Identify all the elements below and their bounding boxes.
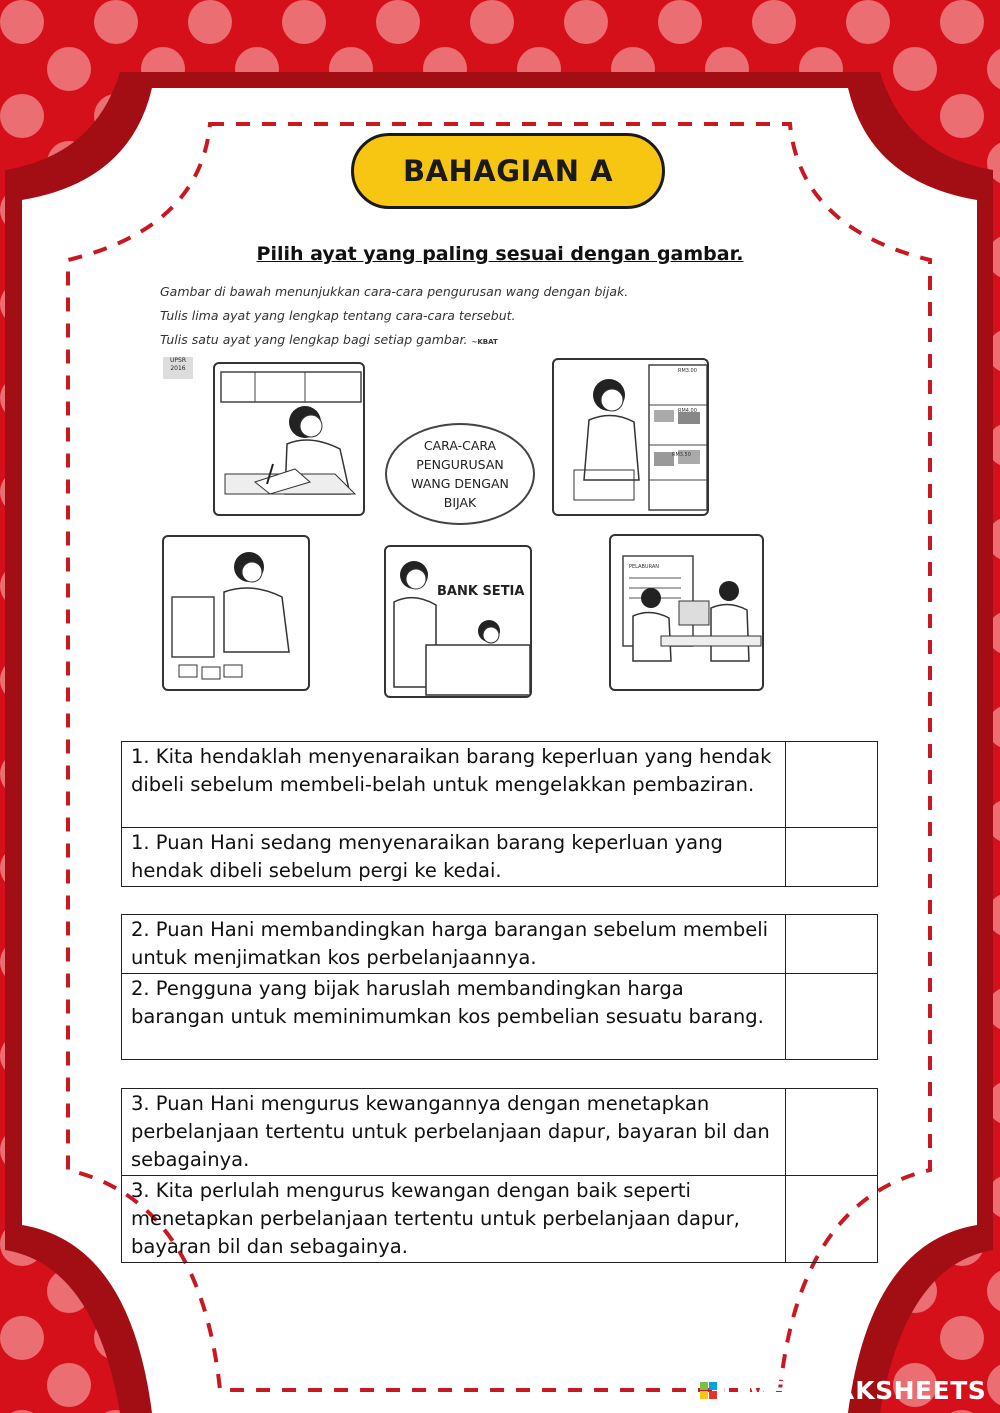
scan-line-2: Tulis lima ayat yang lengkap tentang cara-cara tersebut. — [160, 308, 516, 323]
answer-box[interactable] — [786, 828, 878, 887]
bank-name: BANK SETIA — [437, 584, 525, 599]
option-text: 3. Puan Hani mengurus kewangannya dengan menetapkan perbelanjaan tertentu untuk perbelanjaan dapur, bayaran bil dan sebagainya. — [122, 1089, 786, 1176]
scan-line-3: Tulis satu ayat yang lengkap bagi setiap gambar. ~KBAT — [160, 332, 498, 347]
question-2-option-a[interactable] — [122, 915, 878, 974]
question-3-option-b[interactable] — [122, 1176, 878, 1263]
picture-investment — [609, 534, 764, 691]
question-1-table — [121, 741, 878, 887]
answer-box[interactable] — [786, 915, 878, 974]
question-2-table — [121, 914, 878, 1060]
center-line-4: BIJAK — [443, 495, 477, 510]
section-title: BAHAGIAN A — [351, 133, 665, 209]
woman-money-illustration — [164, 537, 310, 691]
option-text: 3. Kita perlulah mengurus kewangan dengan baik seperti menetapkan perbelanjaan tertentu untuk perbelanjaan dapur, bayaran bil dan sebagainya. — [122, 1176, 786, 1263]
center-line-1: CARA-CARA — [423, 438, 497, 453]
kbat-code: ~KBAT — [471, 338, 498, 346]
upsr-label: UPSR — [170, 357, 186, 364]
option-text: 2. Puan Hani membandingkan harga barangan sebelum membeli untuk menjimatkan kos perbelanjaannya. — [122, 915, 786, 974]
question-3-table — [121, 1088, 878, 1263]
question-1-option-b[interactable] — [122, 828, 878, 887]
picture-bank — [384, 545, 532, 698]
answer-box[interactable] — [786, 974, 878, 1060]
center-label — [385, 423, 535, 525]
option-text: 1. Kita hendaklah menyenaraikan barang keperluan yang hendak dibeli sebelum membeli-belah untuk mengelakkan pembaziran. — [122, 742, 786, 828]
answer-box[interactable] — [786, 1176, 878, 1263]
footer-brand: LIVEWORKSHEETS — [722, 1376, 987, 1405]
woman-shopping-illustration — [554, 360, 709, 516]
option-text: 2. Pengguna yang bijak haruslah membandingkan harga barangan untuk meminimumkan kos pembelian sesuatu barang. — [122, 974, 786, 1060]
picture-comparing-prices — [552, 358, 709, 516]
bank-counter-illustration — [386, 547, 532, 698]
investment-office-illustration — [611, 536, 764, 691]
price-tag-2: RM4.00 — [678, 408, 697, 414]
question-3-option-a[interactable] — [122, 1089, 878, 1176]
price-tag-1: RM3.00 — [678, 368, 697, 374]
scan-line-1: Gambar di bawah menunjukkan cara-cara pengurusan wang dengan bijak. — [160, 284, 629, 299]
pelaburan-label: PELABURAN — [629, 564, 660, 570]
instruction-text: Pilih ayat yang paling sesuai dengan gambar. — [256, 243, 744, 265]
question-2-option-b[interactable] — [122, 974, 878, 1060]
upsr-year: 2016 — [170, 365, 186, 372]
picture-managing-money — [162, 535, 310, 691]
center-line-2: PENGURUSAN — [416, 457, 504, 472]
price-tag-3: RM3.50 — [672, 452, 691, 458]
center-line-3: WANG DENGAN — [411, 476, 509, 491]
answer-box[interactable] — [786, 742, 878, 828]
picture-writing-list — [213, 362, 365, 516]
woman-writing-illustration — [215, 364, 365, 516]
answer-box[interactable] — [786, 1089, 878, 1176]
option-text: 1. Puan Hani sedang menyenaraikan barang keperluan yang hendak dibeli sebelum pergi ke kedai. — [122, 828, 786, 887]
question-1-option-a[interactable] — [122, 742, 878, 828]
upsr-badge — [163, 357, 193, 379]
